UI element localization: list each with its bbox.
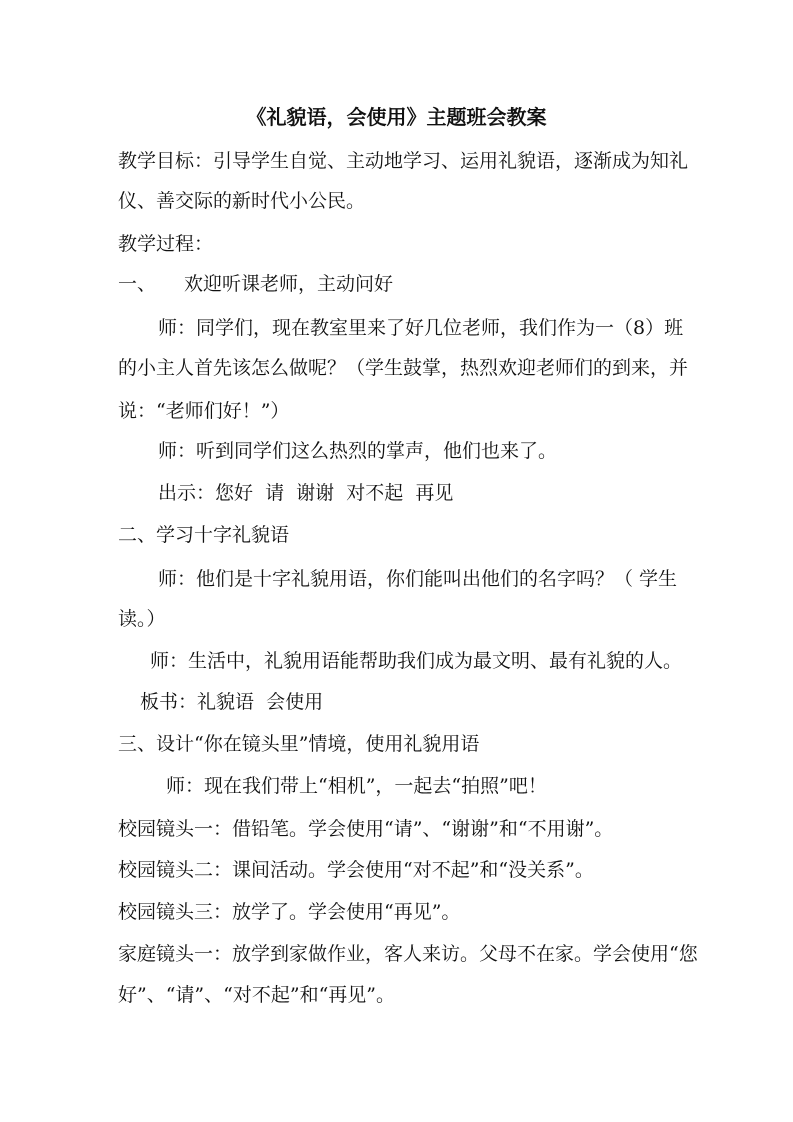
section-1-paragraph-1-line-1: 师：同学们，现在教室里来了好几位老师，我们作为一（8）班: [158, 317, 684, 339]
campus-scene-3: 校园镜头三：放学了。学会使用“再见”。: [118, 901, 461, 923]
document-title: 《礼貌语，会使用》主题班会教案: [246, 105, 547, 129]
home-scene-1-line-2: 好”、“请”、“对不起”和“再见”。: [118, 984, 395, 1006]
teaching-goal-line-1: 教学目标：引导学生自觉、主动地学习、运用礼貌语，逐渐成为知礼: [118, 150, 689, 172]
section-2-paragraph-2: 师：生活中，礼貌用语能帮助我们成为最文明、最有礼貌的人。: [150, 650, 683, 672]
campus-scene-1: 校园镜头一：借铅笔。学会使用“请”、“谢谢”和“不用谢”。: [118, 818, 614, 840]
section-2-paragraph-1-line-2: 读。）: [118, 608, 166, 630]
section-1-paragraph-1-line-3: 说：“老师们好！”）: [118, 400, 290, 422]
section-2-paragraph-1-line-1: 师：他们是十字礼貌用语，你们能叫出他们的名字吗？（ 学生: [158, 568, 678, 590]
teaching-goal-line-2: 仪、善交际的新时代小公民。: [118, 190, 366, 212]
teaching-process-label: 教学过程：: [118, 233, 214, 255]
section-1-paragraph-1-line-2: 的小主人首先该怎么做呢？（学生鼓掌，热烈欢迎老师们的到来，并: [118, 357, 689, 379]
section-3-heading: 三、设计“你在镜头里”情境，使用礼貌用语: [118, 733, 480, 755]
section-3-paragraph-1: 师：现在我们带上“相机”，一起去“拍照”吧！: [166, 775, 547, 797]
section-1-display-words: 出示：您好 请 谢谢 对不起 再见: [158, 482, 454, 504]
section-1-text: 欢迎听课老师，主动问好: [184, 273, 394, 295]
campus-scene-2: 校园镜头二：课间活动。学会使用“对不起”和“没关系”。: [118, 859, 594, 881]
home-scene-1-line-1: 家庭镜头一：放学到家做作业，客人来访。父母不在家。学会使用“您: [118, 943, 698, 965]
section-2-blackboard-note: 板书：礼貌语 会使用: [140, 691, 324, 713]
section-1-number: 一、: [118, 273, 157, 295]
section-1-heading: [118, 270, 393, 298]
section-2-heading: 二、学习十字礼貌语: [118, 524, 290, 546]
section-1-paragraph-2: 师：听到同学们这么热烈的掌声，他们也来了。: [158, 440, 558, 462]
